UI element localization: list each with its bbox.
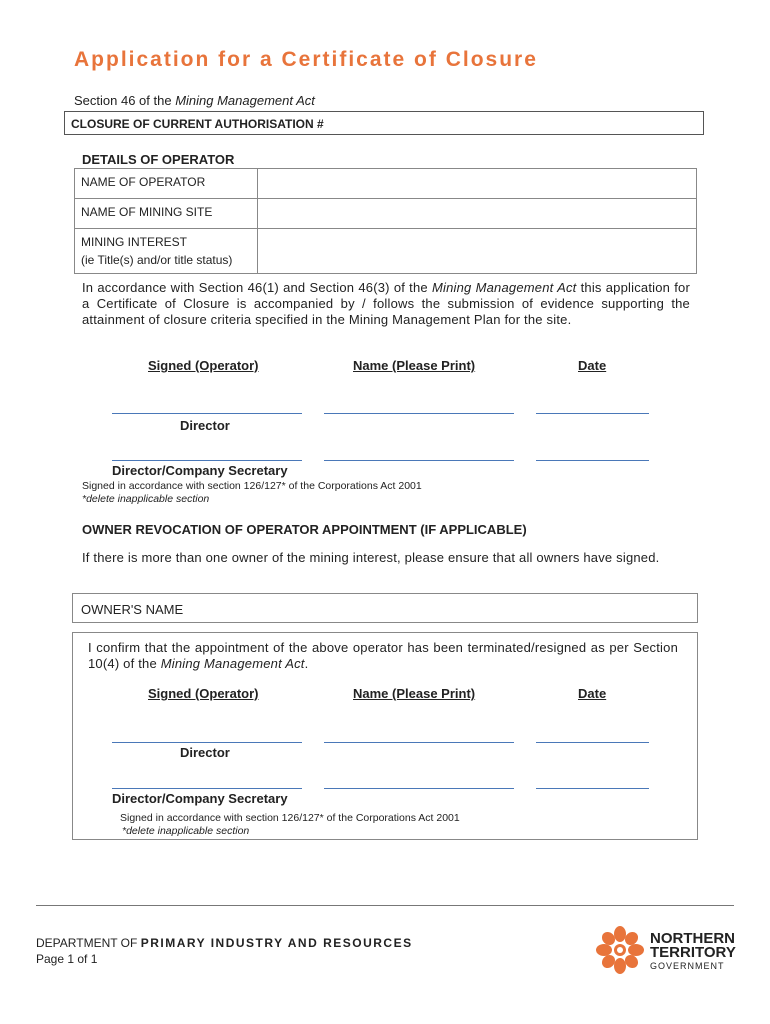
confirm-paragraph — [88, 640, 678, 672]
closure-authorisation-field[interactable] — [64, 111, 704, 135]
subtitle-act: Mining Management Act — [175, 93, 315, 108]
corporations-note: Signed in accordance with section 126/127* of the Corporations Act 2001 — [82, 480, 422, 492]
mining-interest-field[interactable] — [258, 229, 697, 274]
table-row — [75, 199, 697, 229]
logo-line2: TERRITORY — [650, 944, 736, 961]
table-row — [75, 169, 697, 199]
delete-note-2: *delete inapplicable section — [122, 825, 250, 837]
page-title: Application for a Certificate of Closure — [74, 48, 538, 71]
owner-director-name-line[interactable] — [324, 742, 514, 743]
logo-line1: NORTHERN — [650, 930, 735, 947]
col-date-header: Date — [578, 358, 607, 373]
director-date-line[interactable] — [536, 413, 649, 414]
director-signature-line[interactable] — [112, 413, 302, 414]
col-name-header: Name (Please Print) — [353, 358, 476, 373]
role-secretary-2: Director/Company Secretary — [112, 791, 288, 806]
mining-interest-label-cell — [75, 229, 258, 274]
statement-paragraph — [82, 280, 690, 328]
mining-site-field[interactable] — [258, 199, 697, 229]
delete-note: *delete inapplicable section — [82, 493, 210, 505]
operator-details-table — [74, 168, 697, 274]
secretary-signature-line[interactable] — [112, 460, 302, 461]
dept-prefix: DEPARTMENT OF — [36, 936, 141, 950]
secretary-date-line[interactable] — [536, 460, 649, 461]
operator-name-field[interactable] — [258, 169, 697, 199]
owner-secretary-signature-line[interactable] — [112, 788, 302, 789]
logo-wordmark — [650, 932, 736, 960]
footer-divider — [36, 905, 734, 906]
owner-director-signature-line[interactable] — [112, 742, 302, 743]
owners-name-field[interactable] — [72, 593, 698, 623]
role-director: Director — [180, 418, 230, 433]
confirm-end: . — [304, 656, 309, 671]
role-director-2: Director — [180, 745, 230, 760]
col-signed-header: Signed (Operator) — [148, 358, 259, 373]
operator-name-label: NAME OF OPERATOR — [75, 169, 258, 199]
owner-secretary-date-line[interactable] — [536, 788, 649, 789]
owner-heading: OWNER REVOCATION OF OPERATOR APPOINTMENT (IF APPLICABLE) — [82, 522, 527, 537]
confirm-part1: I confirm that the appointment of the above operator has been terminated/resigned as per Section 10(4) of the — [88, 640, 678, 671]
logo-government: GOVERNMENT — [650, 961, 725, 971]
nt-government-logo-icon — [596, 926, 644, 974]
department-name — [36, 936, 413, 950]
statement-act: Mining Management Act — [431, 280, 577, 295]
secretary-name-line[interactable] — [324, 460, 514, 461]
corporations-note-2: Signed in accordance with section 126/127* of the Corporations Act 2001 — [120, 812, 460, 824]
details-heading: DETAILS OF OPERATOR — [82, 152, 235, 167]
dept-name: PRIMARY INDUSTRY AND RESOURCES — [140, 936, 413, 950]
mining-site-label: NAME OF MINING SITE — [75, 199, 258, 229]
col-date-header-2: Date — [578, 686, 607, 701]
page-number: Page 1 of 1 — [36, 952, 98, 966]
owner-director-date-line[interactable] — [536, 742, 649, 743]
statement-part1: In accordance with Section 46(1) and Section 46(3) of the — [82, 280, 432, 295]
director-name-line[interactable] — [324, 413, 514, 414]
table-row — [75, 229, 697, 274]
mining-interest-label: MINING INTEREST — [81, 235, 188, 249]
owner-instruction: If there is more than one owner of the mining interest, please ensure that all owners have signed. — [82, 550, 660, 565]
subtitle — [74, 93, 315, 108]
subtitle-prefix: Section 46 of the — [74, 93, 176, 108]
owner-secretary-name-line[interactable] — [324, 788, 514, 789]
confirm-act: Mining Management Act — [160, 656, 305, 671]
role-secretary: Director/Company Secretary — [112, 463, 288, 478]
col-name-header-2: Name (Please Print) — [353, 686, 476, 701]
owners-name-label: OWNER'S NAME — [81, 602, 184, 617]
statement-part2: this application for a Certificate of Closure is accompanied by / follows the submission of evidence supporting the attainment of closure criteria specified in the Mining Management Plan for the site. — [82, 280, 690, 327]
mining-interest-sublabel: (ie Title(s) and/or title status) — [81, 253, 233, 267]
closure-label: CLOSURE OF CURRENT AUTHORISATION # — [71, 117, 324, 131]
col-signed-header-2: Signed (Operator) — [148, 686, 259, 701]
